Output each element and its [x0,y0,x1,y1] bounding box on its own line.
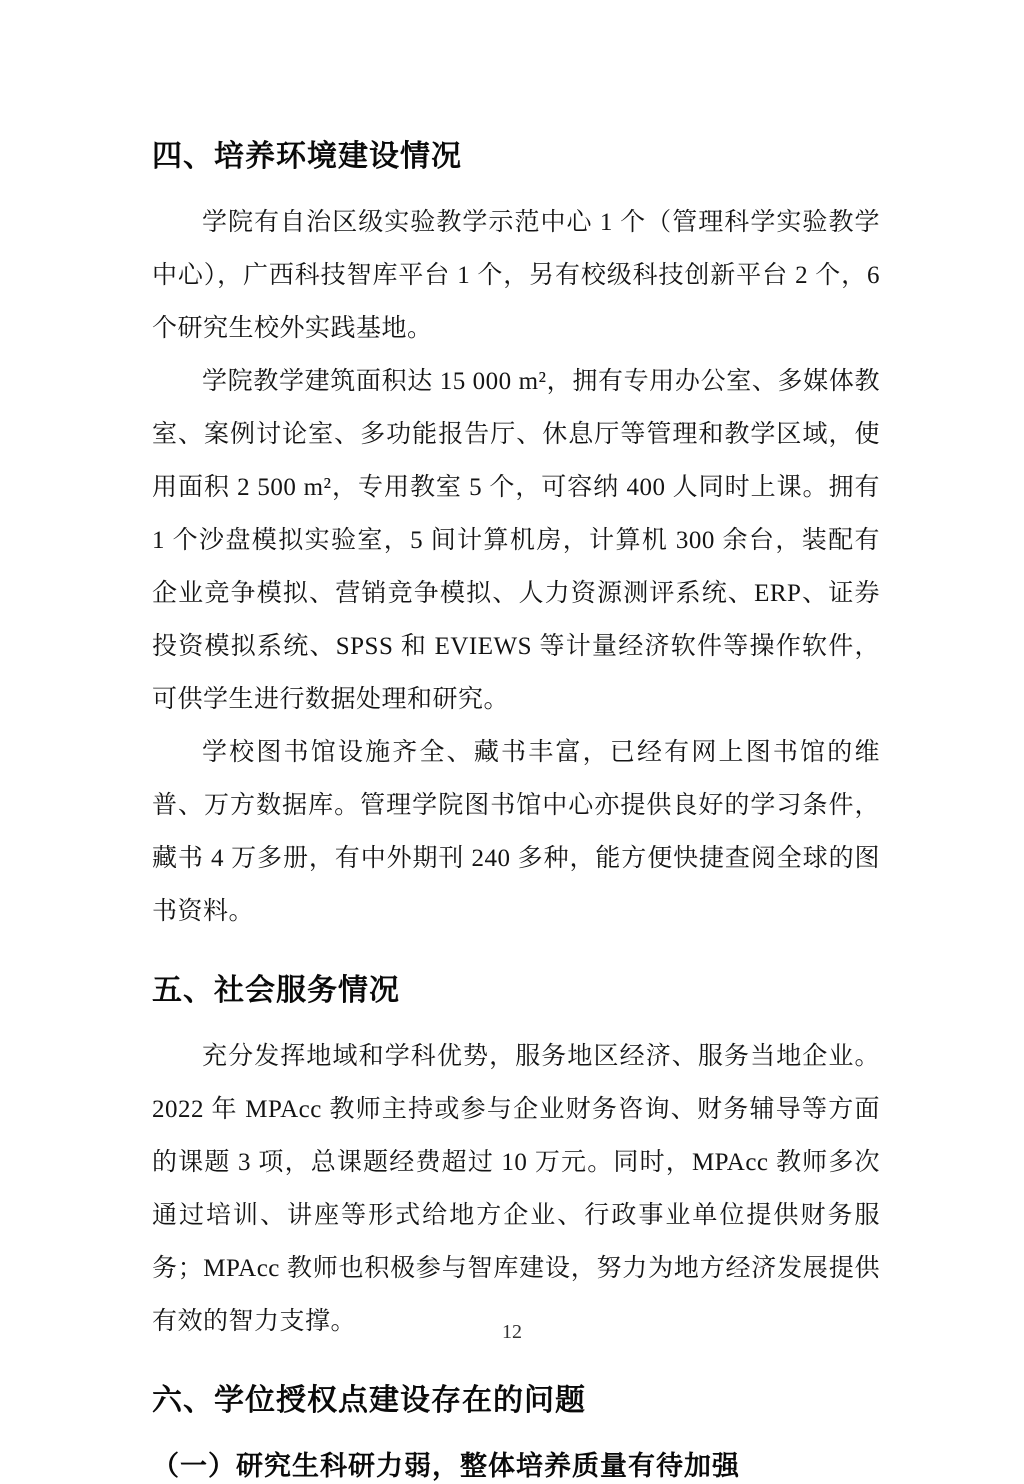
sub-heading-6-1: （一）研究生科研力弱，整体培养质量有待加强 [152,1451,740,1481]
section-heading-4: 四、培养环境建设情况 [152,140,462,173]
section-heading-6: 六、学位授权点建设存在的问题 [152,1384,586,1417]
paragraph-teaching-buildings: 学院教学建筑面积达 15 000 m²，拥有专用办公室、多媒体教室、案例讨论室、多功能报告厅、休息厅等管理和教学区域，使用面积 2 500 m²，专用教室 5 个，可容纳 400 人同时上课。拥有 1 个沙盘模拟实验室，5 间计算机房，计算机 300 余台，装配有企业竞争模拟、营销竞争模拟、人力资源测评系统、ERP、证券投资模拟系统、SPSS 和 EVIEWS 等计量经济软件等操作软件，可供学生进行数据处理和研究。 [152,368,880,713]
paragraph-facilities-platforms: 学院有自治区级实验教学示范中心 1 个（管理科学实验教学中心），广西科技智库平台 1 个，另有校级科技创新平台 2 个，6 个研究生校外实践基地。 [152,209,880,342]
page-number: 12 [502,1321,522,1343]
paragraph-library: 学校图书馆设施齐全、藏书丰富，已经有网上图书馆的维普、万方数据库。管理学院图书馆中心亦提供良好的学习条件，藏书 4 万多册，有中外期刊 240 多种，能方便快捷查阅全球的图书资料。 [152,739,880,925]
paragraph-social-service: 充分发挥地域和学科优势，服务地区经济、服务当地企业。2022 年 MPAcc 教师主持或参与企业财务咨询、财务辅导等方面的课题 3 项，总课题经费超过 10 万元。同时，MPAcc 教师多次通过培训、讲座等形式给地方企业、行政事业单位提供财务服务；MPAcc 教师也积极参与智库建设，努力为地方经济发展提供有效的智力支撑。 [152,1043,880,1335]
section-heading-5: 五、社会服务情况 [152,974,400,1007]
